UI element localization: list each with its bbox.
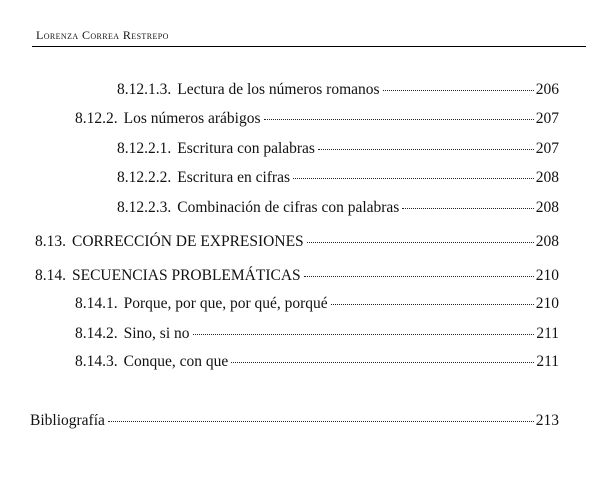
toc-entry-8-12-2-2[interactable] [117, 168, 559, 188]
toc-entry-8-12-1-3[interactable] [117, 80, 559, 100]
toc-title: CORRECCIÓN DE EXPRESIONES [72, 233, 304, 250]
toc-entry-8-13[interactable] [35, 232, 559, 252]
toc-number: 8.14.3. [75, 353, 118, 370]
toc-number: 8.14. [35, 267, 66, 284]
toc-number: 8.12.2.2. [117, 169, 172, 186]
toc-entry-8-14[interactable] [35, 266, 559, 286]
toc-leader [318, 149, 534, 150]
toc-entry-8-14-1[interactable] [75, 294, 559, 314]
toc-entry-8-12-2[interactable] [75, 109, 559, 129]
toc-leader [264, 119, 534, 120]
toc-number: 8.12.2.1. [117, 140, 172, 157]
toc-page: 207 [535, 110, 559, 127]
toc-title: Combinación de cifras con palabras [177, 199, 400, 216]
toc-leader [402, 208, 533, 209]
toc-leader [231, 362, 534, 363]
toc-leader [304, 276, 534, 277]
toc-title: Porque, por que, por qué, porqué [123, 295, 328, 312]
toc-leader [307, 242, 534, 243]
toc-number: 8.12.1.3. [117, 81, 172, 98]
toc-number: 8.12.2.3. [117, 199, 172, 216]
toc-number: 8.14.2. [75, 325, 118, 342]
toc-page: 208 [535, 169, 559, 186]
toc-leader [293, 178, 534, 179]
toc-page: 213 [535, 412, 559, 429]
toc-title: Escritura en cifras [177, 169, 290, 186]
toc-page: 206 [535, 81, 559, 98]
toc-page: 210 [535, 295, 559, 312]
toc-title: Sino, si no [123, 325, 190, 342]
toc-leader [331, 304, 534, 305]
toc-title: Bibliografía [30, 412, 105, 429]
toc-entry-8-14-2[interactable] [75, 324, 559, 344]
toc-number: 8.14.1. [75, 295, 118, 312]
running-header: Lorenza Correa Restrepo [36, 28, 169, 42]
toc-page: 211 [536, 325, 559, 342]
toc-title: Los números arábigos [123, 110, 261, 127]
toc-leader [108, 421, 534, 422]
toc-leader [193, 334, 535, 335]
toc-title: Escritura con palabras [177, 140, 315, 157]
toc-entry-bibliografia[interactable] [30, 411, 559, 431]
toc-title: SECUENCIAS PROBLEMÁTICAS [72, 267, 301, 284]
toc-page: 208 [535, 199, 559, 216]
toc-page: 211 [536, 353, 559, 370]
toc-leader [383, 90, 534, 91]
header-rule [32, 46, 586, 47]
toc-entry-8-12-2-3[interactable] [117, 198, 559, 218]
toc-title: Lectura de los números romanos [177, 81, 380, 98]
toc-page: 210 [535, 267, 559, 284]
toc-title: Conque, con que [123, 353, 229, 370]
toc-number: 8.13. [35, 233, 66, 250]
toc-entry-8-14-3[interactable] [75, 352, 559, 372]
toc-page: 207 [535, 140, 559, 157]
toc-page: 208 [535, 233, 559, 250]
toc-entry-8-12-2-1[interactable] [117, 139, 559, 159]
toc-number: 8.12.2. [75, 110, 118, 127]
